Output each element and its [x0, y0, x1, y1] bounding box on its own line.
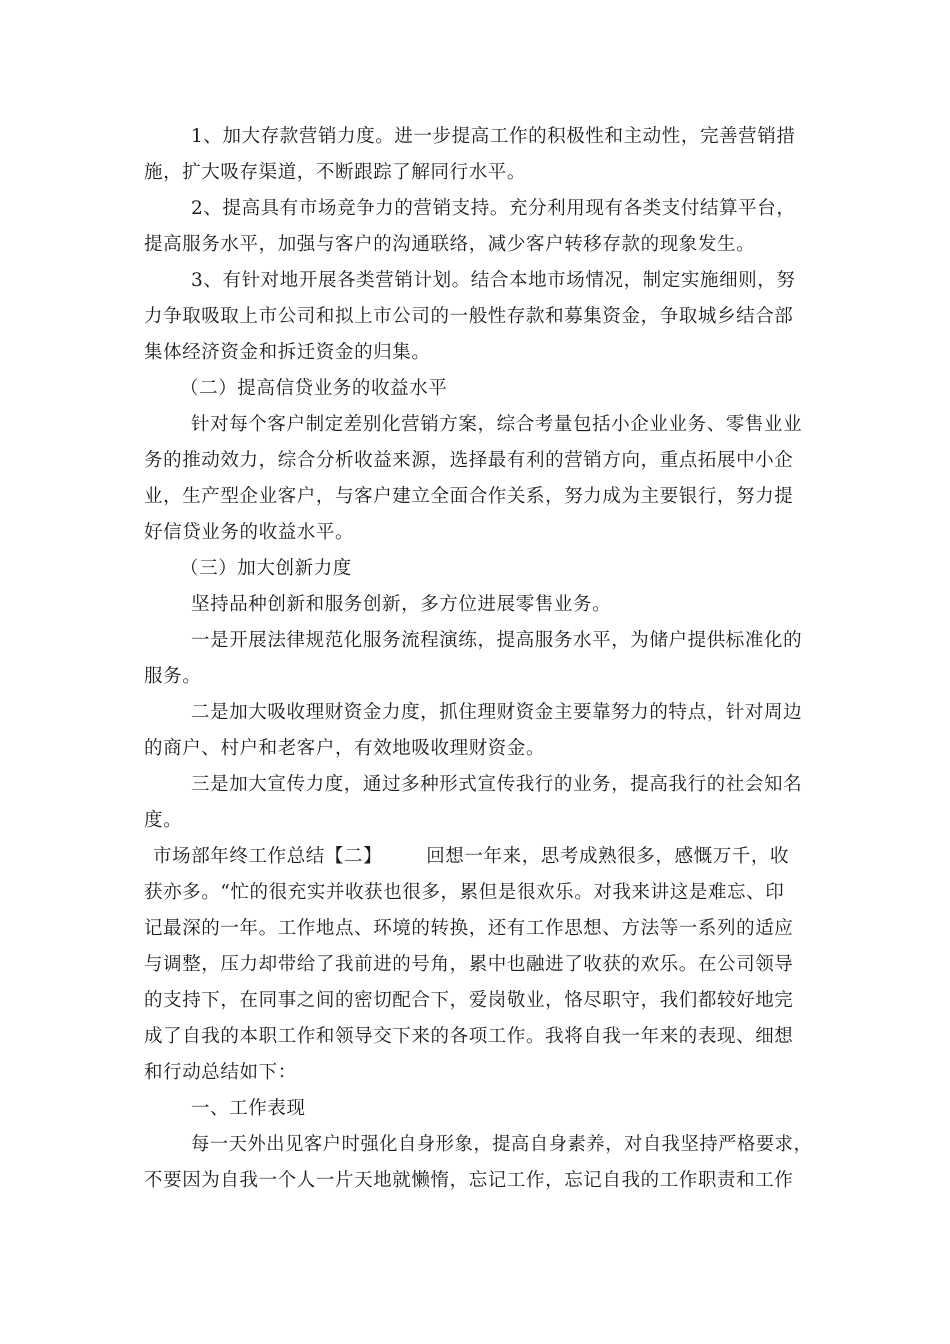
- paragraph-line: 提高服务水平，加强与客户的沟通联络，减少客户转移存款的现象发生。: [144, 234, 756, 255]
- paragraph-line: 施，扩大吸存渠道，不断跟踪了解同行水平。: [144, 162, 527, 183]
- paragraph-line: 坚持品种创新和服务创新，多方位进展零售业务。: [191, 594, 612, 615]
- paragraph-line: 1、加大存款营销力度。进一步提高工作的积极性和主动性，完善营销措: [191, 126, 796, 147]
- section-heading: 一、工作表现: [191, 1098, 306, 1119]
- paragraph-line: 务的推动效力，综合分析收益来源，选择最有利的营销方向，重点拓展中小企: [144, 450, 794, 471]
- paragraph-line: 成了自我的本职工作和领导交下来的各项工作。我将自我一年来的表现、细想: [144, 1026, 794, 1047]
- paragraph-line: 针对每个客户制定差别化营销方案，综合考量包括小企业业务、零售业业: [191, 414, 803, 435]
- paragraph-line: 与调整，压力却带给了我前进的号角，累中也融进了收获的欢乐。在公司领导: [144, 954, 794, 975]
- paragraph-line: 三是加大宣传力度，通过多种形式宣传我行的业务，提高我行的社会知名: [191, 774, 803, 795]
- summary-title: 市场部年终工作总结【二】: [153, 846, 383, 867]
- paragraph-line: 业，生产型企业客户，与客户建立全面合作关系，努力成为主要银行，努力提: [144, 486, 794, 507]
- paragraph-line: 集体经济资金和拆迁资金的归集。: [144, 342, 431, 363]
- paragraph-line: 一是开展法律规范化服务流程演练，提高服务水平，为储户提供标准化的: [191, 630, 803, 651]
- paragraph-line: 记最深的一年。工作地点、环境的转换，还有工作思想、方法等一系列的适应: [144, 918, 794, 939]
- paragraph-line: 的商户、村户和老客户，有效地吸收理财资金。: [144, 738, 546, 759]
- paragraph-line: 的支持下，在同事之间的密切配合下，爱岗敬业，恪尽职守，我们都较好地完: [144, 990, 794, 1011]
- paragraph-line: 好信贷业务的收益水平。: [144, 522, 355, 543]
- summary-title-line: [153, 845, 789, 869]
- paragraph-line: 每一天外出见客户时强化自身形象，提高自身素养，对自我坚持严格要求，: [191, 1134, 813, 1155]
- paragraph-line: 2、提高具有市场竞争力的营销支持。充分利用现有各类支付结算平台，: [191, 198, 796, 219]
- paragraph-line: 度。: [144, 810, 183, 831]
- paragraph-line: 和行动总结如下：: [144, 1062, 297, 1083]
- paragraph-line: 获亦多。“忙的很充实并收获也很多，累但是很欢乐。对我来讲这是难忘、印: [144, 882, 785, 903]
- paragraph-line: 3、有针对地开展各类营销计划。结合本地市场情况，制定实施细则，努: [191, 270, 796, 291]
- paragraph-line: 回想一年来，思考成熟很多，感慨万千，收: [426, 846, 790, 867]
- paragraph-line: 不要因为自我一个人一片天地就懒惰，忘记工作，忘记自我的工作职责和工作: [144, 1170, 794, 1191]
- paragraph-line: 二是加大吸收理财资金力度，抓住理财资金主要靠努力的特点，针对周边: [191, 702, 803, 723]
- section-heading: （三）加大创新力度: [180, 558, 352, 579]
- paragraph-line: 力争取吸取上市公司和拟上市公司的一般性存款和募集资金，争取城乡结合部: [144, 306, 794, 327]
- paragraph-line: 服务。: [144, 666, 202, 687]
- section-heading: （二）提高信贷业务的收益水平: [180, 378, 448, 399]
